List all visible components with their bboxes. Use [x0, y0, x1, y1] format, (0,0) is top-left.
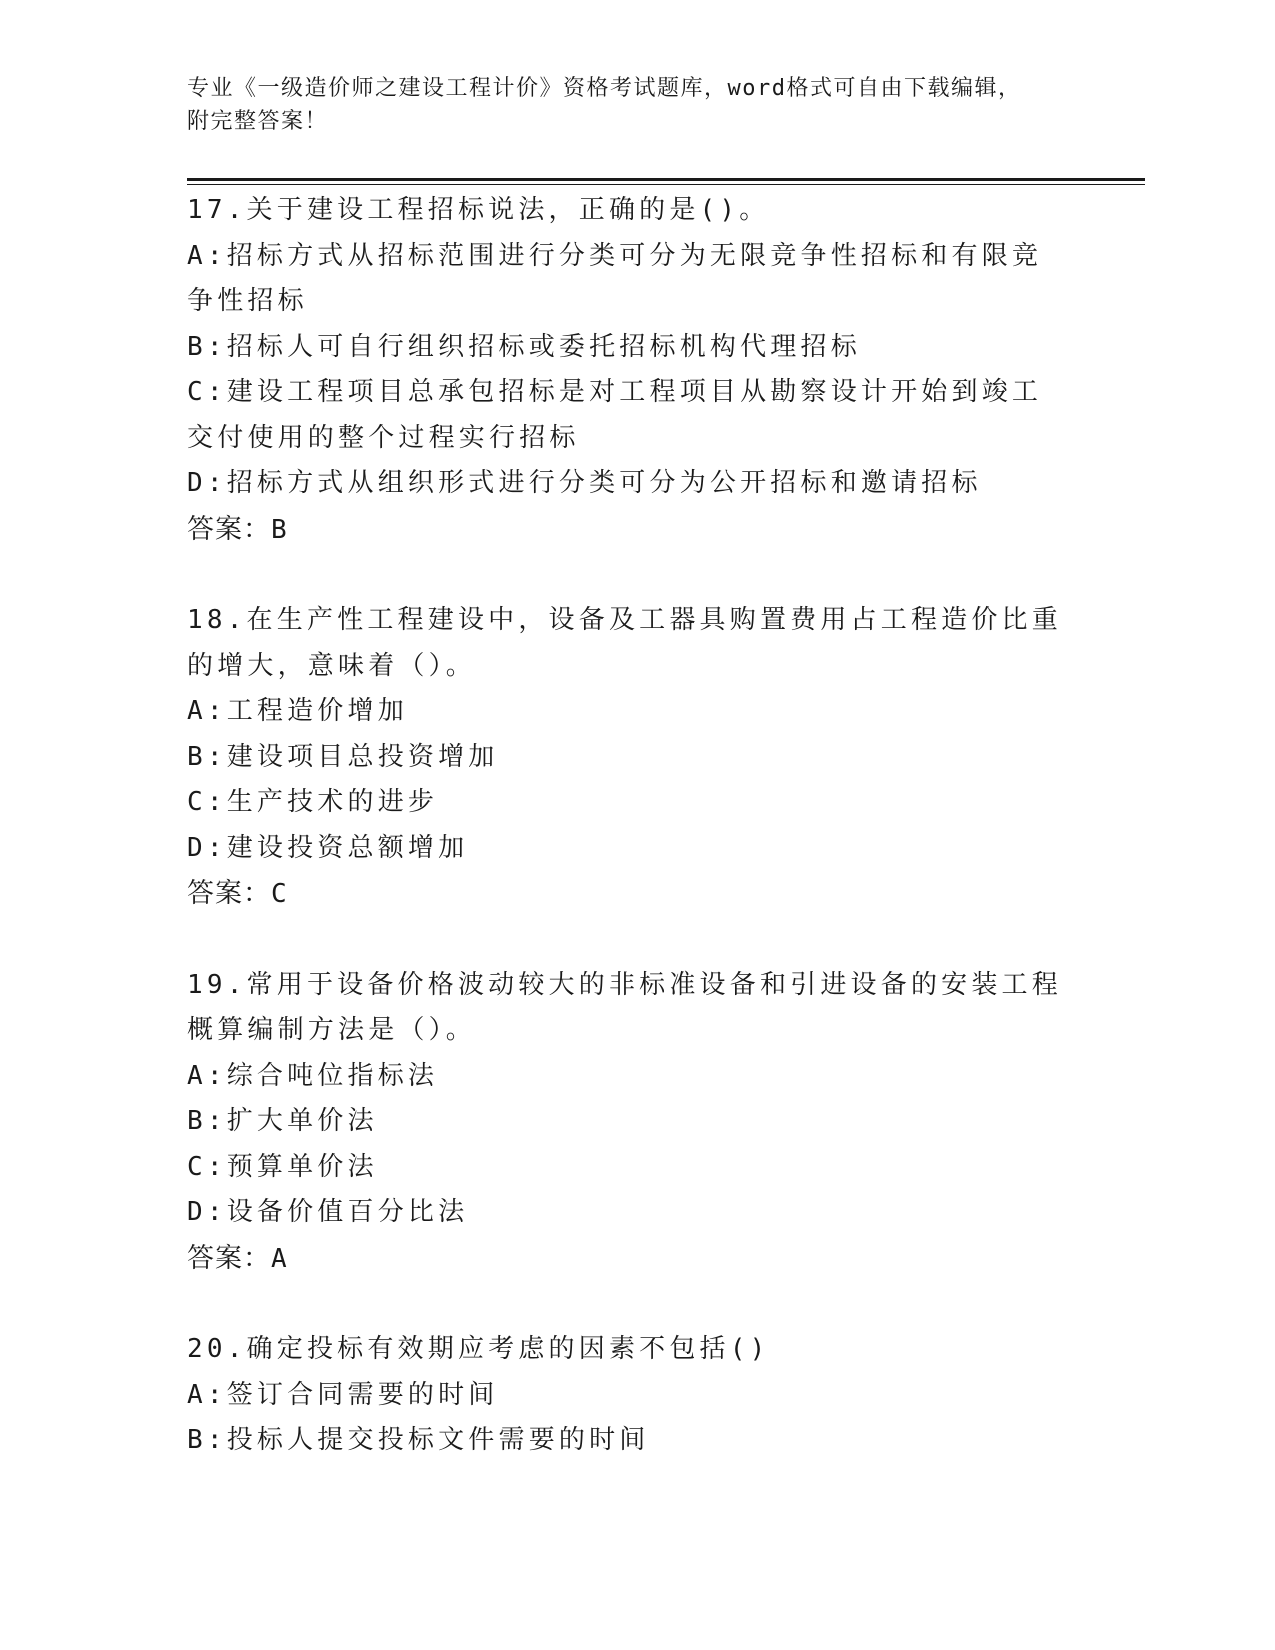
question-spacer [187, 553, 1067, 598]
question-block [187, 188, 1067, 553]
header-line-1: 专业《一级造价师之建设工程计价》资格考试题库，word格式可自由下载编辑， [187, 76, 1022, 101]
answer-option: B:投标人提交投标文件需要的时间 [187, 1425, 650, 1455]
answer-value: C [271, 879, 288, 909]
answer-value: B [271, 514, 288, 545]
question-stem: 19.常用于设备价格波动较大的非标准设备和引进设备的安装工程概算编制方法是（）。 [187, 969, 1062, 1045]
answer-option: B:扩大单价法 [187, 1106, 378, 1136]
question-list [187, 188, 1067, 1464]
answer-option: D:招标方式从组织形式进行分类可分为公开招标和邀请招标 [187, 468, 982, 498]
header-divider-thin [187, 184, 1145, 185]
answer-option: A:工程造价增加 [187, 696, 408, 726]
answer-label: 答案： [187, 513, 271, 545]
answer-option: C:建设工程项目总承包招标是对工程项目从勘察设计开始到竣工交付使用的整个过程实行招标 [187, 377, 1043, 453]
answer-label: 答案： [187, 878, 271, 909]
answer-value: A [271, 1243, 288, 1274]
answer-label: 答案： [187, 1242, 271, 1274]
answer-option: B:招标人可自行组织招标或委托招标机构代理招标 [187, 331, 861, 362]
answer-option: A:签订合同需要的时间 [187, 1379, 499, 1410]
document-page [187, 0, 1145, 1650]
answer-option: D:建设投资总额增加 [187, 832, 469, 863]
correct-answer [187, 1236, 1067, 1283]
question-block [187, 963, 1067, 1283]
answer-option: A:招标方式从招标范围进行分类可分为无限竞争性招标和有限竞争性招标 [187, 240, 1043, 316]
question-spacer [187, 918, 1067, 963]
question-block [187, 1327, 1067, 1464]
question-stem: 18.在生产性工程建设中，设备及工器具购置费用占工程造价比重的增大，意味着（）。 [187, 605, 1062, 681]
correct-answer [187, 507, 1067, 554]
question-stem: 17.关于建设工程招标说法，正确的是()。 [187, 195, 770, 225]
document-header [187, 72, 1087, 138]
answer-option: A:综合吨位指标法 [187, 1060, 439, 1091]
header-line-2: 附完整答案！ [187, 109, 329, 134]
answer-option: C:预算单价法 [187, 1151, 378, 1182]
question-block [187, 598, 1067, 918]
header-divider-thick [187, 178, 1145, 181]
answer-option: C:生产技术的进步 [187, 787, 439, 817]
question-stem: 20.确定投标有效期应考虑的因素不包括() [187, 1334, 770, 1364]
answer-option: B:建设项目总投资增加 [187, 741, 499, 772]
answer-option: D:设备价值百分比法 [187, 1197, 469, 1227]
correct-answer [187, 871, 1067, 918]
question-spacer [187, 1282, 1067, 1327]
